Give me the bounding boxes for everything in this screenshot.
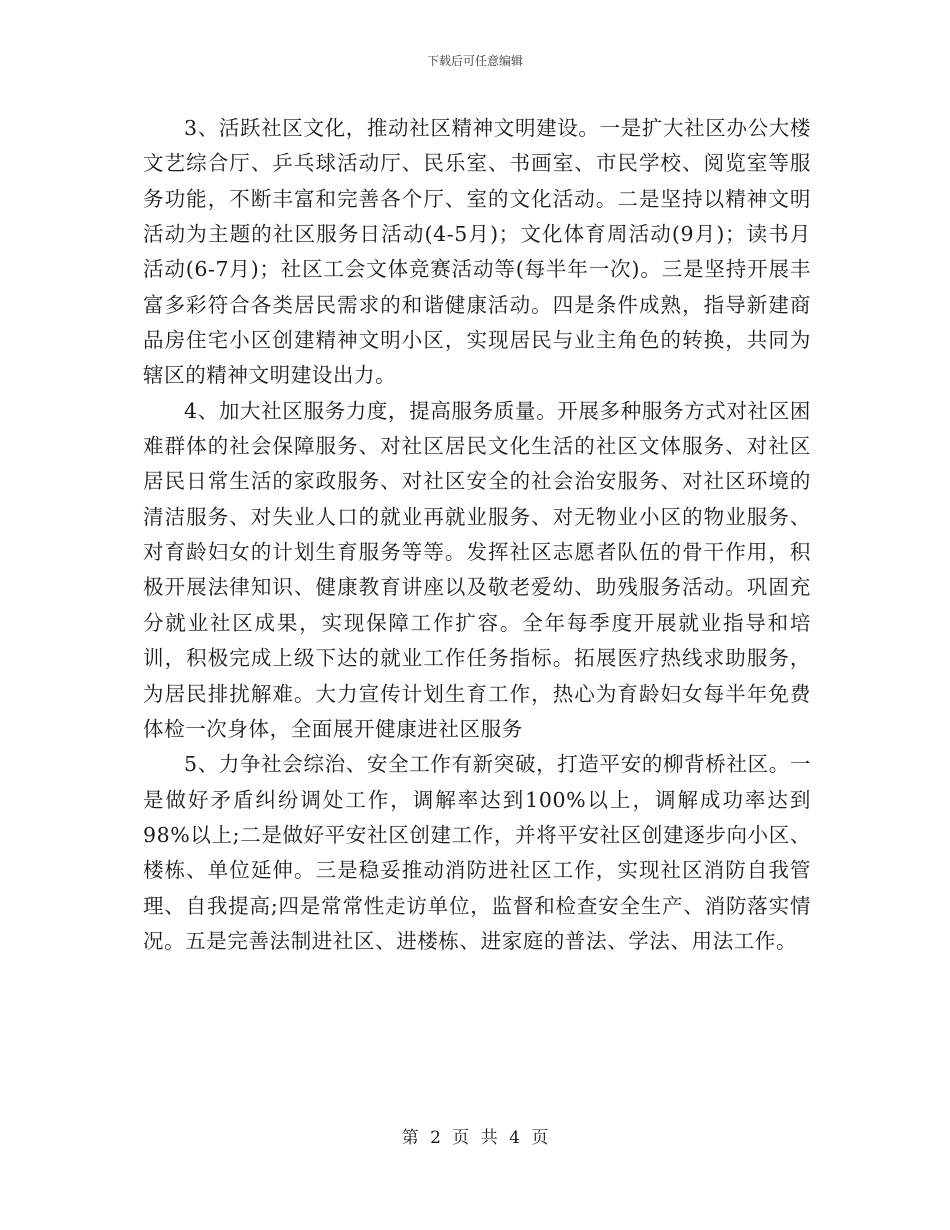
page-header-note: 下载后可任意编辑 bbox=[426, 54, 523, 68]
paragraph-5-public-safety: 5、力争社会综治、安全工作有新突破，打造平安的柳背桥社区。一是做好矛盾纠纷调处工作，调解率达到100%以上，调解成功率达到98%以上;二是做好平安社区创建工作，并将平安社区创建逐步向小区、楼栋、单位延伸。三是稳妥推动消防进社区工作，实现社区消防自我管理、自我提高;四是常常性走访单位，监督和检查安全生产、消防落实情况。五是完善法制进社区、进楼栋、进家庭的普法、学法、用法工作。 bbox=[143, 752, 811, 953]
paragraph-4-community-service: 4、加大社区服务力度，提高服务质量。开展多种服务方式对社区困难群体的社会保障服务、对社区居民文化生活的社区文体服务、对社区居民日常生活的家政服务、对社区安全的社会治安服务、对社区环境的清洁服务、对失业人口的就业再就业服务、对无物业小区的物业服务、对育龄妇女的计划生育服务等等。发挥社区志愿者队伍的骨干作用，积极开展法律知识、健康教育讲座以及敬老爱幼、助残服务活动。巩固充分就业社区成果，实现保障工作扩容。全年每季度开展就业指导和培训，积极完成上级下达的就业工作任务指标。拓展医疗热线求助服务，为居民排扰解难。大力宣传计划生育工作，热心为育龄妇女每半年免费体检一次身体，全面展开健康进社区服务 bbox=[143, 398, 811, 741]
page-number-footer: 第 2 页 共 4 页 bbox=[401, 1128, 549, 1148]
document-body bbox=[143, 111, 811, 959]
paragraph-3-community-culture: 3、活跃社区文化，推动社区精神文明建设。一是扩大社区办公大楼文艺综合厅、乒乓球活动厅、民乐室、书画室、市民学校、阅览室等服务功能，不断丰富和完善各个厅、室的文化活动。二是坚持以精神文明活动为主题的社区服务日活动(4-5月)；文化体育周活动(9月)；读书月活动(6-7月)；社区工会文体竞赛活动等(每半年一次)。三是坚持开展丰富多彩符合各类居民需求的和谐健康活动。四是条件成熟，指导新建商品房住宅小区创建精神文明小区，实现居民与业主角色的转换，共同为辖区的精神文明建设出力。 bbox=[143, 116, 811, 388]
